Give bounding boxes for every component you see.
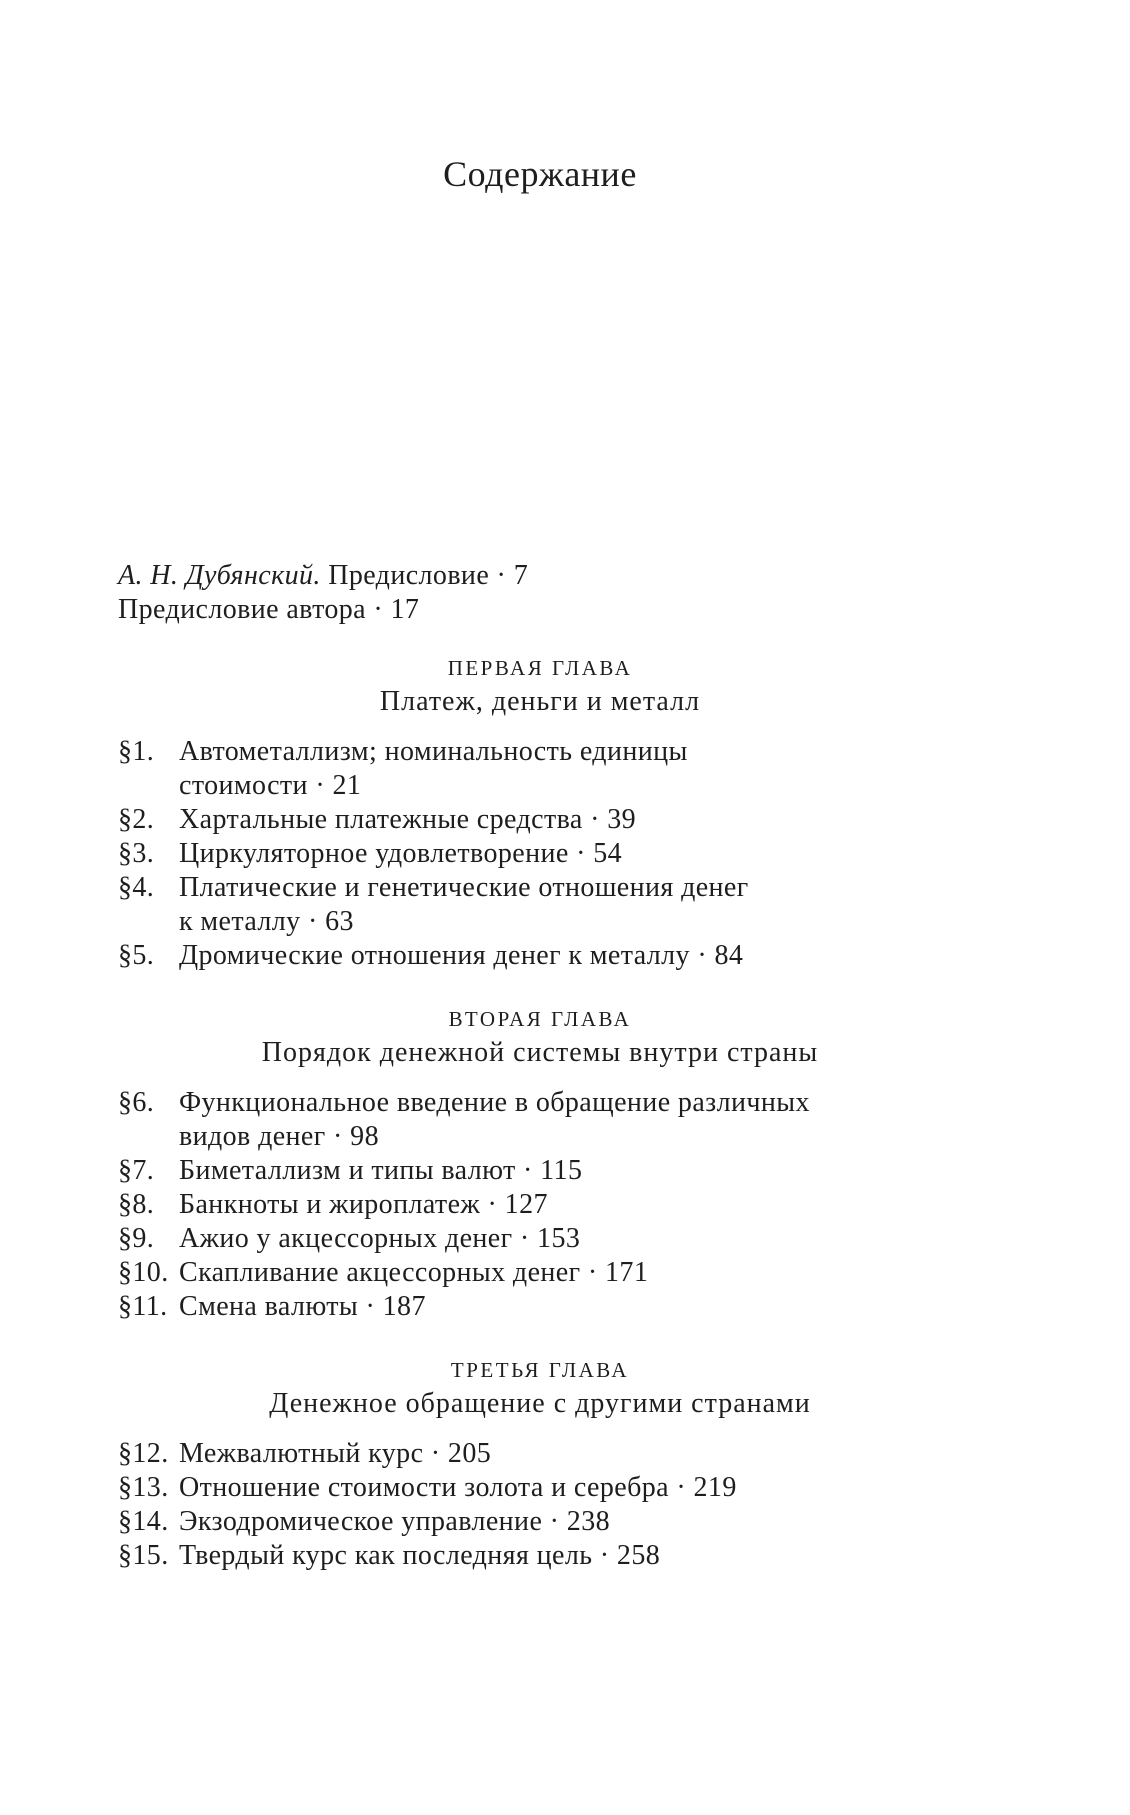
section-title: Межвалютный курс · 205 bbox=[179, 1438, 492, 1469]
front-matter-item[interactable]: А. Н. Дубянский. Предисловие · 7 bbox=[118, 560, 529, 591]
section-title: Банкноты и жироплатеж · 127 bbox=[179, 1189, 548, 1220]
table-of-contents bbox=[118, 559, 1018, 1573]
section-entry[interactable] bbox=[118, 1222, 1018, 1256]
author-preface-page: 17 bbox=[390, 594, 420, 625]
chapter-label: ПЕРВАЯ ГЛАВА bbox=[447, 656, 633, 680]
section-entry[interactable] bbox=[118, 1154, 1018, 1188]
section-title: стоимости · 21 bbox=[179, 770, 362, 801]
section-title: Автометаллизм; номинальность единицы bbox=[179, 736, 688, 767]
section-title: Хартальные платежные средства · 39 bbox=[179, 804, 636, 835]
section-title: Экзодромическое управление · 238 bbox=[179, 1506, 610, 1537]
front-matter-item[interactable]: Предисловие автора · 17 bbox=[118, 594, 420, 625]
section-list bbox=[118, 1437, 1018, 1573]
chapter-title[interactable]: Платеж, деньги и металл bbox=[379, 686, 701, 717]
section-title: видов денег · 98 bbox=[179, 1121, 379, 1152]
section-entry[interactable] bbox=[118, 735, 1018, 803]
section-list bbox=[118, 1086, 1018, 1324]
section-title: Циркуляторное удовлетворение · 54 bbox=[179, 838, 623, 869]
section-entry[interactable] bbox=[118, 939, 1018, 973]
section-number: §13. bbox=[118, 1472, 169, 1503]
section-entry[interactable] bbox=[118, 1471, 1018, 1505]
section-number: §11. bbox=[118, 1291, 168, 1322]
section-title: Твердый курс как последняя цель · 258 bbox=[179, 1540, 661, 1571]
preface-author: А. Н. Дубянский. bbox=[118, 560, 321, 591]
section-entry[interactable] bbox=[118, 1256, 1018, 1290]
section-title: Дромические отношения денег к металлу · 84 bbox=[179, 940, 744, 971]
section-entry[interactable] bbox=[118, 871, 1018, 939]
section-number: §1. bbox=[118, 736, 155, 767]
preface-title: Предисловие bbox=[328, 560, 490, 591]
section-number: §8. bbox=[118, 1189, 155, 1220]
section-number: §12. bbox=[118, 1438, 169, 1469]
section-number: §2. bbox=[118, 804, 155, 835]
section-number: §3. bbox=[118, 838, 155, 869]
chapter-label: ВТОРАЯ ГЛАВА bbox=[448, 1007, 632, 1031]
section-title: Скапливание акцессорных денег · 171 bbox=[179, 1257, 649, 1288]
section-number: §4. bbox=[118, 872, 155, 903]
section-entry[interactable] bbox=[118, 1188, 1018, 1222]
section-number: §14. bbox=[118, 1506, 169, 1537]
chapter-heading bbox=[0, 1353, 1080, 1421]
author-preface-title: Предисловие автора bbox=[118, 594, 366, 625]
section-number: §7. bbox=[118, 1155, 155, 1186]
chapter-title[interactable]: Денежное обращение с другими странами bbox=[269, 1388, 811, 1419]
section-entry[interactable] bbox=[118, 1086, 1018, 1154]
chapter-title[interactable]: Порядок денежной системы внутри страны bbox=[261, 1037, 819, 1068]
section-number: §6. bbox=[118, 1087, 155, 1118]
chapter-heading bbox=[0, 651, 1080, 719]
preface-page: 7 bbox=[513, 560, 529, 591]
section-number: §15. bbox=[118, 1540, 169, 1571]
section-list bbox=[118, 735, 1018, 973]
section-entry[interactable] bbox=[118, 1539, 1018, 1573]
page-title: Содержание bbox=[443, 154, 637, 194]
section-entry[interactable] bbox=[118, 1437, 1018, 1471]
section-number: §10. bbox=[118, 1257, 169, 1288]
section-title: Смена валюты · 187 bbox=[179, 1291, 426, 1322]
section-title: Функциональное введение в обращение различных bbox=[179, 1087, 810, 1118]
section-number: §5. bbox=[118, 940, 155, 971]
section-title: Платические и генетические отношения денег bbox=[179, 872, 749, 903]
section-entry[interactable] bbox=[118, 1290, 1018, 1324]
section-number: §9. bbox=[118, 1223, 155, 1254]
section-entry[interactable] bbox=[118, 837, 1018, 871]
section-entry[interactable] bbox=[118, 803, 1018, 837]
section-entry[interactable] bbox=[118, 1505, 1018, 1539]
section-title: к металлу · 63 bbox=[179, 906, 354, 937]
section-title: Отношение стоимости золота и серебра · 219 bbox=[179, 1472, 737, 1503]
section-title: Ажио у акцессорных денег · 153 bbox=[179, 1223, 581, 1254]
chapter-heading bbox=[0, 1002, 1080, 1070]
section-title: Биметаллизм и типы валют · 115 bbox=[179, 1155, 583, 1186]
chapter-label: ТРЕТЬЯ ГЛАВА bbox=[450, 1358, 630, 1382]
